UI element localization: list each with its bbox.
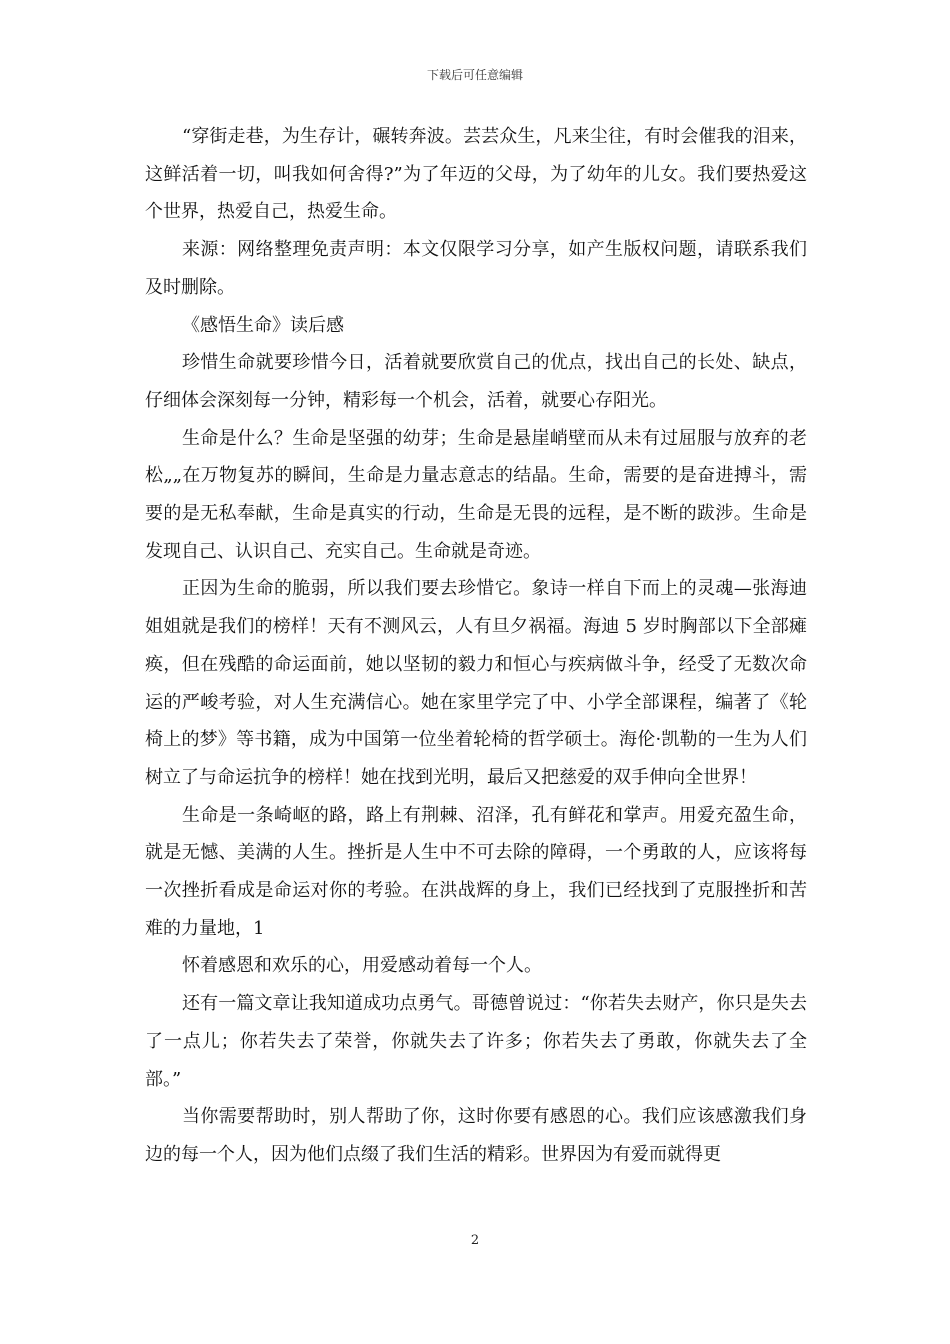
section-title: 《感悟生命》读后感 [182, 314, 344, 336]
paragraph-what-is-life: 生命是什么？生命是坚强的幼芽；生命是悬崖峭壁而从未有过屈服与放弃的老松„„在万物复苏的瞬间，生命是力量志意志的结晶。生命，需要的是奋进搏斗，需要的是无私奉献，生命是真实的行动，生命是无畏的远程，是不断的跋涉。生命是发现自己、认识自己、充实自己。生命就是奇迹。 [145, 427, 807, 562]
page-number: 2 [470, 1233, 480, 1248]
paragraph-courage: 还有一篇文章让我知道成功点勇气。哥德曾说过：“你若失去财产，你只是失去了一点儿；你若失去了荣誉，你就失去了许多；你若失去了勇敢，你就失去了全部。” [145, 993, 807, 1090]
paragraph-role-models: 正因为生命的脆弱，所以我们要去珍惜它。象诗一样自下而上的灵魂—张海迪姐姐就是我们的榜样！天有不测风云，人有旦夕祸福。海迪 5 岁时胸部以下全部瘫痪，但在残酷的命运面前，她以坚韧的毅力和恒心与疾病做斗争，经受了无数次命运的严峻考验，对人生充满信心。她在家里学完了中、小学全部课程，编著了《轮椅上的梦》等书籍，成为中国第一位坐着轮椅的哲学硕士。海伦·凯勒的一生为人们树立了与命运抗争的榜样！她在找到光明，最后又把慈爱的双手伸向全世界！ [145, 578, 807, 788]
paragraph-cherish-today: 珍惜生命就要珍惜今日，活着就要欣赏自己的优点，找出自己的长处、缺点，仔细体会深刻每一分钟，精彩每一个机会，活着，就要心存阳光。 [145, 352, 807, 411]
paragraph-source-disclaimer: 来源：网络整理免责声明：本文仅限学习分享，如产生版权问题，请联系我们及时删除。 [145, 239, 807, 298]
page-header: 下载后可任意编辑 [426, 68, 523, 82]
paragraph-quote: “穿街走巷，为生存计，碾转奔波。芸芸众生，凡来尘往，有时会催我的泪来，这鲜活着一切，叫我如何舍得?”为了年迈的父母，为了幼年的儿女。我们要热爱这个世界，热爱自己，热爱生命。 [145, 126, 807, 223]
paragraph-thankful-heart: 当你需要帮助时，别人帮助了你，这时你要有感恩的心。我们应该感激我们身边的每一个人，因为他们点缀了我们生活的精彩。世界因为有爱而就得更 [145, 1106, 807, 1165]
paragraph-gratitude-joy: 怀着感恩和欢乐的心，用爱感动着每一个人。 [182, 955, 542, 977]
paragraph-rugged-road: 生命是一条崎岖的路，路上有荆棘、沼泽，孔有鲜花和掌声。用爱充盈生命，就是无憾、美满的人生。挫折是人生中不可去除的障碍，一个勇敢的人，应该将每一次挫折看成是命运对你的考验。在洪战辉的身上，我们已经找到了克服挫折和苦难的力量地，1 [145, 804, 807, 939]
document-body [145, 118, 807, 1174]
